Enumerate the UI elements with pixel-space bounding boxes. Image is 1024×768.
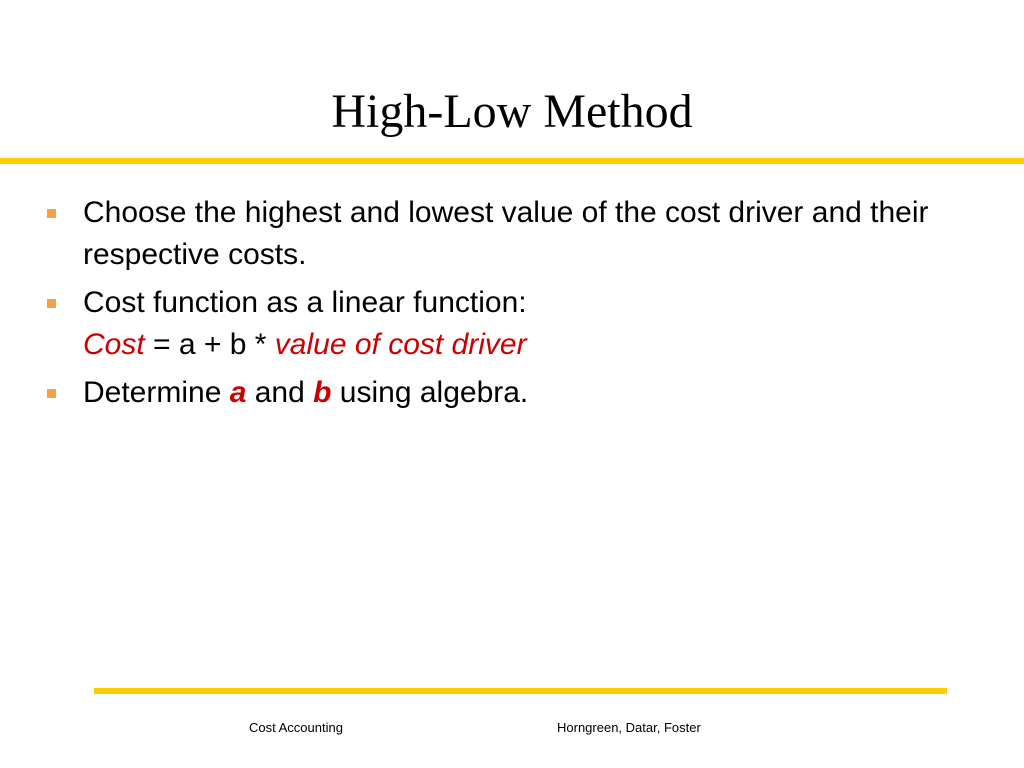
footer-authors: Horngreen, Datar, Foster — [557, 720, 701, 735]
slide-title: High-Low Method — [331, 85, 693, 138]
bullet-3-part1: Determine — [83, 376, 230, 409]
bullet-item-3 — [44, 372, 1004, 414]
title-divider — [0, 158, 1024, 164]
formula-driver: value of cost driver — [274, 328, 527, 361]
variable-b: b — [313, 376, 332, 409]
square-bullet-icon — [47, 209, 56, 218]
bullet-list — [44, 192, 1004, 420]
footer-divider — [94, 688, 947, 694]
bullet-item-2 — [44, 282, 1004, 366]
variable-a: a — [229, 376, 247, 409]
bullet-3-part2: and — [246, 376, 314, 409]
bullet-3-part3: using algebra. — [331, 376, 529, 409]
bullet-1-text: Choose the highest and lowest value of the cost driver and their respective costs. — [83, 196, 929, 271]
square-bullet-icon — [47, 299, 56, 308]
bullet-item-1 — [44, 192, 1004, 276]
square-bullet-icon — [47, 389, 56, 398]
formula-middle: = a + b * — [144, 328, 275, 361]
formula-cost: Cost — [83, 328, 145, 361]
footer-course: Cost Accounting — [249, 720, 343, 735]
bullet-2-line1: Cost function as a linear function: — [83, 286, 527, 319]
